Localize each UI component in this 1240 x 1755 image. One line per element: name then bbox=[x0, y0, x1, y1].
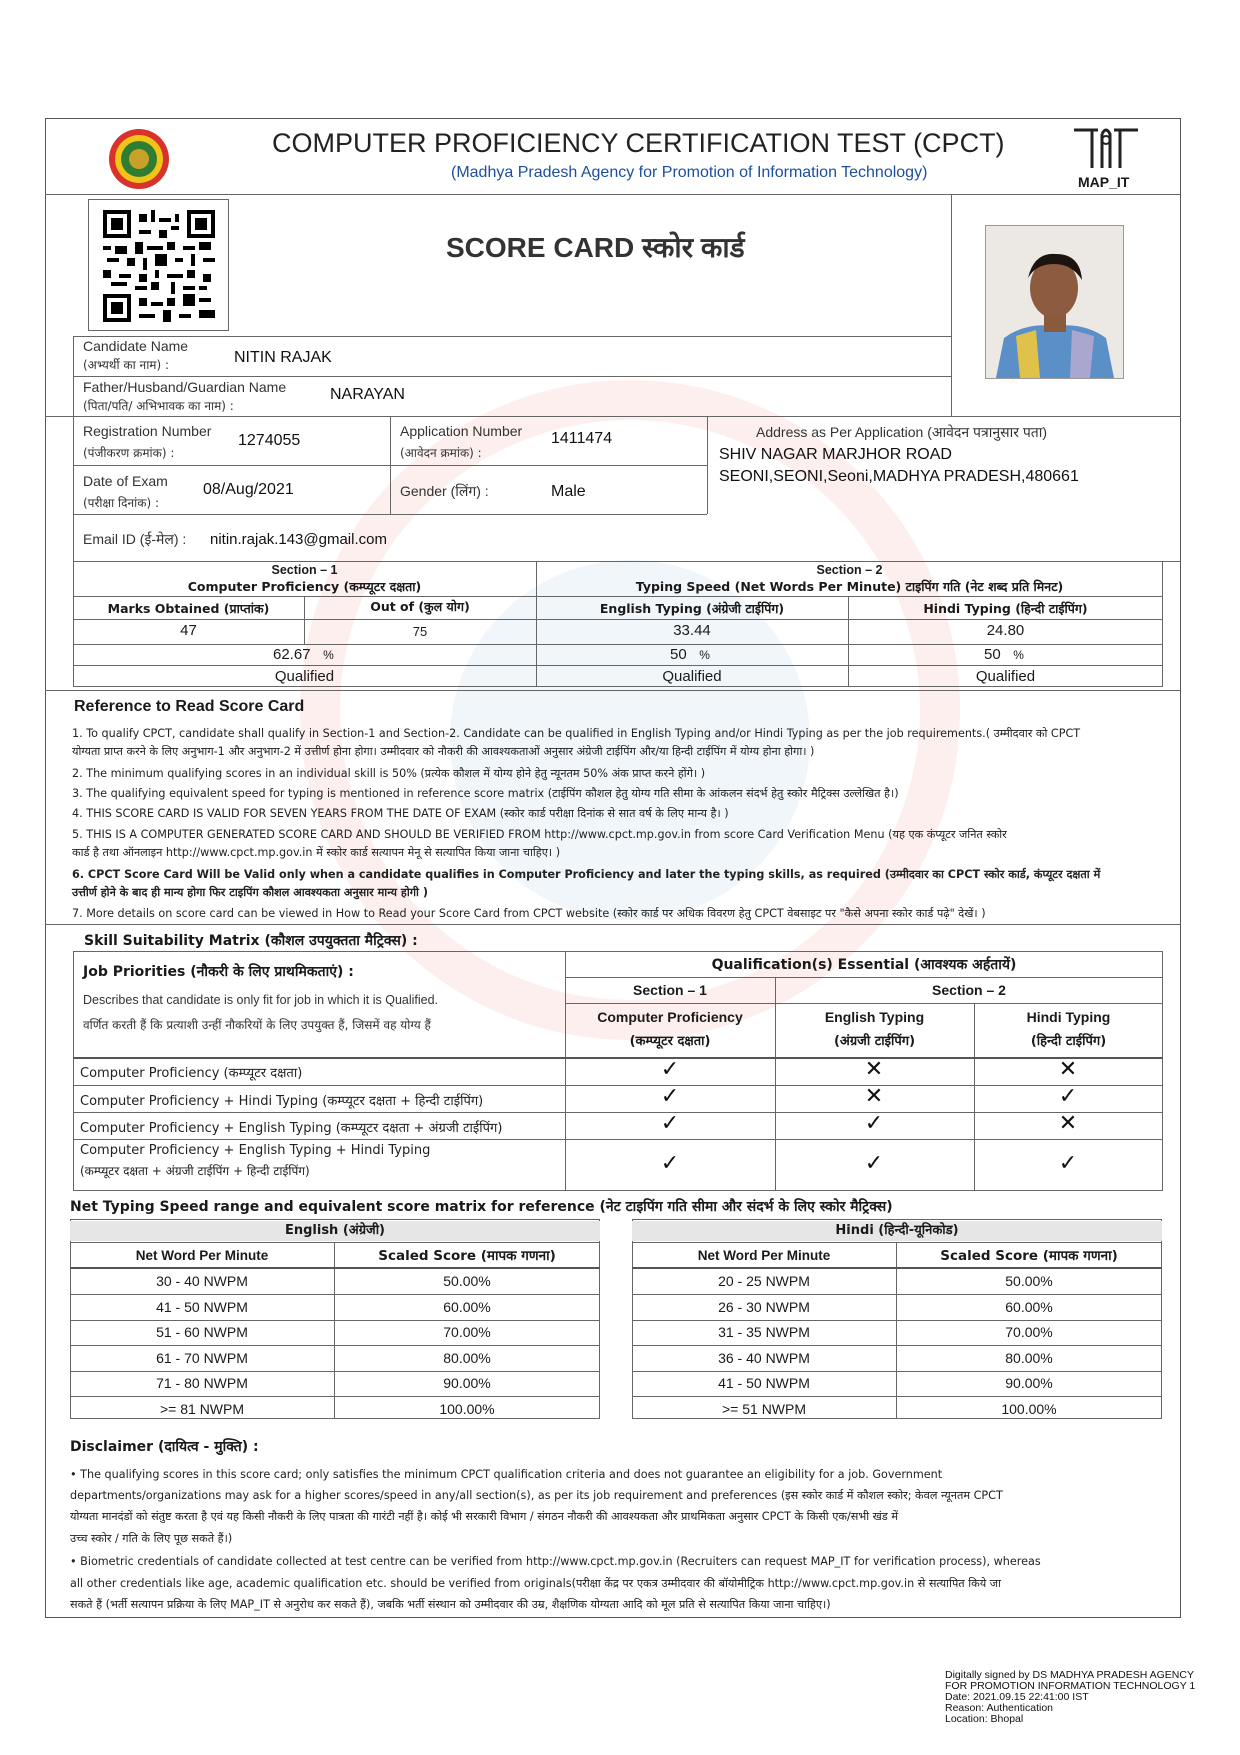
address-label: Address as Per Application (आवेदन पत्रानुसार पता) bbox=[756, 424, 1048, 440]
scaled-score: 70.00% bbox=[443, 1324, 491, 1340]
row-line bbox=[632, 1371, 1162, 1372]
scaled-score: 80.00% bbox=[443, 1349, 491, 1366]
matrix-title: Skill Suitability Matrix (कौशल उपयुक्तता मैट्रिक्स) : bbox=[84, 933, 418, 949]
matrix-col-eng-hi: (अंग्रजी टाईपिंग) bbox=[833, 1034, 916, 1049]
row-line bbox=[73, 644, 1163, 645]
check-icon: ✓ bbox=[660, 1084, 680, 1109]
disclaimer-item: all other credentials like age, academic qualification etc. should be verified from originals(परीक्षा केंद्र पर एकत्र उम्मीदवार की बॉयोमीट्रिक http://www.cpct.mp.gov.in से सत्यापित किये जा bbox=[70, 1577, 1001, 1590]
disclaimer-item: • Biometric credentials of candidate collected at test centre can be verified from http://www.cpct.mp.gov.in (Recruiters can request MAP_IT for verification process), whereas bbox=[70, 1555, 1041, 1568]
row-line bbox=[632, 1242, 1162, 1243]
row-line bbox=[73, 416, 74, 561]
wpm-header: Net Word Per Minute bbox=[135, 1248, 269, 1263]
english-speed: 33.44 bbox=[673, 622, 711, 639]
wpm-range: 20 - 25 NWPM bbox=[718, 1273, 810, 1289]
check-icon: ✓ bbox=[660, 1056, 680, 1082]
reference-title: Reference to Read Score Card bbox=[74, 698, 305, 715]
disclaimer-item: सकते हैं (भर्ती सत्यापन प्रक्रिया के लिए MAP_IT से अनुरोध कर सकते हैं), जबकि भर्ती संस्थान को उम्मीदवार की उम्र, शैक्षणिक योग्यता आदि को मूल प्रति से सत्यापित किया जाना चाहिए।) bbox=[70, 1598, 831, 1611]
section2-title: Section – 2 bbox=[816, 563, 883, 577]
english-percent-value: 50 bbox=[670, 646, 687, 663]
email: nitin.rajak.143@gmail.com bbox=[210, 531, 387, 548]
row-line bbox=[73, 1085, 1163, 1086]
reference-item: 1. To qualify CPCT, candidate shall qualify in Section-1 and Section-2. Candidate can be qualified in English Typing and/or Hindi Typing as per the job requirements.( उम्मीदवार को CPCT bbox=[72, 727, 1081, 740]
reference-item: 7. More details on score card can be viewed in How to Read your Score Card from CPCT website (स्कोर कार्ड पर अधिक विवरण हेतु CPCT वेबसाइट पर "कैसे अपना स्कोर कार्ड पढ़े" देखें। ) bbox=[72, 907, 986, 920]
row-line bbox=[73, 1057, 1163, 1059]
signature-line: Date: 2021.09.15 22:41:00 IST bbox=[945, 1691, 1089, 1703]
check-icon: ✓ bbox=[1058, 1084, 1078, 1109]
row-line bbox=[632, 1345, 1162, 1346]
app-label: Application Number bbox=[400, 423, 523, 439]
scaled-score: 70.00% bbox=[1005, 1324, 1053, 1340]
date-of-exam: 08/Aug/2021 bbox=[203, 481, 294, 498]
candidate-photo bbox=[985, 225, 1124, 379]
father-name: NARAYAN bbox=[330, 386, 405, 403]
disclaimer-item: योग्यता मानदंडों को संतुष्ट करता है एवं यह किसी नौकरी के लिए पात्रता की गारंटी नहीं है। कोई भी सरकारी विभाग / संगठन नौकरी की आवश्यकता और प्राथमिकता अनुसार CPCT के किसी एक/सभी खंड में bbox=[70, 1510, 899, 1523]
scaled-score: 50.00% bbox=[443, 1273, 491, 1289]
row-line bbox=[45, 690, 1181, 691]
qr-code-icon bbox=[103, 210, 215, 322]
row-line bbox=[565, 1003, 1163, 1004]
marks-obtained: 47 bbox=[180, 622, 197, 639]
signature-line: Digitally signed by DS MADHYA PRADESH AGENCY bbox=[945, 1669, 1194, 1681]
disclaimer-item: उच्च स्कोर / गति के लिए पूछ सकते हैं।) bbox=[70, 1532, 233, 1545]
reg-number: 1274055 bbox=[238, 432, 301, 449]
hindi-percent-value: 50 bbox=[984, 646, 1001, 663]
row-line bbox=[70, 1320, 600, 1321]
row-line bbox=[73, 376, 951, 377]
matrix-desc-en: Describes that candidate is only fit for job in which it is Qualified. bbox=[83, 993, 439, 1007]
typing-matrix-title: Net Typing Speed range and equivalent score matrix for reference (नेट टाइपिंग गति सीमा और संदर्भ के लिए स्कोर मैट्रिक्स) bbox=[70, 1199, 893, 1215]
wpm-range: 30 - 40 NWPM bbox=[156, 1273, 248, 1289]
section1-percent-value: 62.67 bbox=[273, 646, 311, 663]
qualification-header: Qualification(s) Essential (आवश्यक अर्हतायें) bbox=[711, 957, 1017, 973]
candidate-name-label-hi: (अभ्यर्थी का नाम) : bbox=[83, 358, 170, 372]
signature-line: FOR PROMOTION INFORMATION TECHNOLOGY 1 bbox=[945, 1680, 1196, 1692]
job-priorities: Job Priorities (नौकरी के लिए प्राथमिकताएं) : bbox=[83, 964, 354, 980]
out-of: 75 bbox=[412, 624, 428, 639]
mp-govt-emblem bbox=[107, 127, 171, 191]
hindi-status: Qualified bbox=[975, 668, 1036, 685]
scaled-score: 60.00% bbox=[443, 1298, 491, 1315]
scaled-score: 100.00% bbox=[1001, 1400, 1057, 1417]
disclaimer-title: Disclaimer (दायित्व - मुक्ति) : bbox=[70, 1439, 259, 1455]
map-it-label: MAP_IT bbox=[1078, 174, 1130, 190]
row-line bbox=[70, 1242, 600, 1243]
check-icon: ✓ bbox=[864, 1150, 884, 1176]
english-typing-header: English Typing (अंग्रेजी टाईपिंग) bbox=[599, 601, 785, 616]
typing-table-title: English (अंग्रेजी) bbox=[70, 1221, 600, 1241]
father-name-label: Father/Husband/Guardian Name bbox=[83, 379, 287, 395]
row-line bbox=[73, 596, 1163, 597]
wpm-range: 41 - 50 NWPM bbox=[718, 1375, 810, 1391]
section1-title: Section – 1 bbox=[271, 563, 338, 577]
check-icon: ✓ bbox=[1058, 1150, 1078, 1176]
disclaimer-item: departments/organizations may ask for a higher scores/speed in any/all section(s), as per its job requirement and preferences (इस स्कोर कार्ड में कौशल स्कोर; केवल न्यूनतम CPCT bbox=[70, 1489, 1003, 1502]
reg-label-hi: (पंजीकरण क्रमांक) : bbox=[83, 446, 175, 460]
matrix-col-eng: English Typing bbox=[824, 1009, 925, 1025]
gender-label: Gender (लिंग) : bbox=[400, 483, 489, 499]
section1-percent bbox=[273, 646, 334, 663]
percent-sign: % bbox=[1013, 648, 1024, 662]
scaled-score-header: Scaled Score (मापक गणना) bbox=[378, 1248, 556, 1264]
wpm-range: >= 81 NWPM bbox=[159, 1400, 245, 1417]
header-divider bbox=[45, 194, 1181, 195]
matrix-row-label: Computer Proficiency + English Typing (कम्प्यूटर दक्षता + अंग्रजी टाईपिंग) bbox=[80, 1121, 503, 1136]
scaled-score: 80.00% bbox=[1005, 1349, 1053, 1366]
percent-sign: % bbox=[323, 648, 334, 662]
row-line bbox=[73, 1139, 1163, 1140]
email-label: Email ID (ई-मेल) : bbox=[83, 531, 187, 547]
row-line bbox=[632, 1396, 1162, 1397]
map-it-logo bbox=[1068, 124, 1144, 192]
matrix-row-label: Computer Proficiency (कम्प्यूटर दक्षता) bbox=[80, 1066, 303, 1081]
scaled-score: 50.00% bbox=[1005, 1273, 1053, 1289]
wpm-range: 61 - 70 NWPM bbox=[156, 1349, 248, 1366]
row-line bbox=[632, 1294, 1162, 1295]
matrix-col-hin-hi: (हिन्दी टाईपिंग) bbox=[1030, 1034, 1107, 1049]
matrix-col-hin: Hindi Typing bbox=[1026, 1009, 1111, 1025]
wpm-range: 41 - 50 NWPM bbox=[156, 1298, 248, 1315]
english-status: Qualified bbox=[662, 668, 722, 685]
address-line-1: SHIV NAGAR MARJHOR ROAD bbox=[719, 446, 952, 463]
scorecard-title: SCORE CARD स्कोर कार्ड bbox=[446, 232, 745, 263]
wpm-range: 26 - 30 NWPM bbox=[718, 1298, 810, 1315]
scaled-score: 60.00% bbox=[1005, 1298, 1053, 1315]
reference-item: 5. THIS IS A COMPUTER GENERATED SCORE CARD AND SHOULD BE VERIFIED FROM http://www.cpct.mp.gov.in from score Card Verification Menu (यह एक कंप्यूटर जनित स्कोर bbox=[72, 828, 1007, 841]
reg-label: Registration Number bbox=[83, 423, 212, 439]
reference-item: 3. The qualifying equivalent speed for typing is mentioned in reference score matrix (टाईपिंग कौशल हेतु योग्य गति सीमा के आंकलन संदर्भ हेतु स्कोर मैट्रिक्स उल्लेखित है।) bbox=[72, 787, 899, 800]
photo-divider bbox=[951, 194, 952, 416]
header-subtitle: (Madhya Pradesh Agency for Promotion of Information Technology) bbox=[451, 164, 928, 181]
scaled-score: 90.00% bbox=[443, 1375, 491, 1391]
check-icon: ✓ bbox=[660, 1150, 680, 1176]
scaled-score: 90.00% bbox=[1005, 1375, 1053, 1391]
signature-line: Location: Bhopal bbox=[945, 1713, 1024, 1725]
row-line bbox=[73, 619, 1163, 620]
wpm-range: >= 51 NWPM bbox=[721, 1400, 807, 1417]
reference-item: 4. THIS SCORE CARD IS VALID FOR SEVEN YEARS FROM THE DATE OF EXAM (स्कोर कार्ड परीक्षा दिनांक से सात वर्ष के लिए मान्य है। ) bbox=[72, 807, 729, 820]
address-line-2: SEONI,SEONI,Seoni,MADHYA PRADESH,480661 bbox=[719, 468, 1079, 485]
reference-item: 2. The minimum qualifying scores in an individual skill is 50% (प्रत्येक कौशल में योग्य होने हेतु न्यूनतम 50% अंक प्राप्त करने होंगे। ) bbox=[72, 767, 706, 780]
row-line bbox=[632, 1267, 1162, 1269]
hindi-percent bbox=[984, 646, 1024, 663]
section2-subtitle: Typing Speed (Net Words Per Minute) टाइपिंग गति (नेट शब्द प्रति मिनट) bbox=[635, 579, 1064, 594]
matrix-section1: Section – 1 bbox=[633, 982, 707, 998]
doe-label: Date of Exam bbox=[83, 473, 168, 489]
marks-obtained-header: Marks Obtained (प्राप्तांक) bbox=[107, 601, 270, 616]
reference-item: 6. CPCT Score Card Will be Valid only when a candidate qualifies in Computer Proficiency and later the typing skills, as required (उम्मीदवार का CPCT स्कोर कार्ड, कंप्यूटर दक्षता में bbox=[72, 868, 1101, 881]
cross-icon: ✕ bbox=[864, 1056, 884, 1082]
row-line bbox=[73, 465, 707, 466]
section1-status: Qualified bbox=[274, 668, 335, 685]
row-line bbox=[70, 1294, 600, 1295]
hindi-typing-header: Hindi Typing (हिन्दी टाईपिंग) bbox=[923, 601, 1088, 616]
wpm-header: Net Word Per Minute bbox=[697, 1248, 831, 1263]
row-line bbox=[73, 1112, 1163, 1113]
reference-item: कार्ड है तथा ऑनलाइन http://www.cpct.mp.gov.in में स्कोर कार्ड सत्यापन मेनू से सत्यापित किया जाना चाहिए। ) bbox=[72, 846, 561, 859]
gender: Male bbox=[551, 483, 586, 500]
candidate-name-label: Candidate Name bbox=[83, 338, 189, 354]
reference-item: योग्यता प्राप्त करने के लिए अनुभाग-1 और अनुभाग-2 में उत्तीर्ण होना होगा। उम्मीदवार को नौकरी की आवश्यकताओं अनुसार अंग्रेजी टाईपिंग और/या हिन्दी टाईपिंग में योग्य होना होगा। ) bbox=[72, 745, 815, 758]
qr-code-box bbox=[88, 199, 229, 331]
matrix-desc-hi: वर्णित करती हैं कि प्रत्याशी उन्हीं नौकरियों के लिए उपयुक्त हैं, जिसमें वह योग्य हैं bbox=[83, 1018, 431, 1032]
wpm-range: 36 - 40 NWPM bbox=[718, 1349, 810, 1366]
app-number: 1411474 bbox=[551, 430, 613, 447]
row-line bbox=[70, 1345, 600, 1346]
hindi-speed: 24.80 bbox=[986, 622, 1025, 639]
matrix-row-label-hi: (कम्प्यूटर दक्षता + अंग्रजी टाईपिंग + हिन्दी टाईपिंग) bbox=[80, 1164, 310, 1178]
matrix-col-cp-hi: (कम्प्यूटर दक्षता) bbox=[629, 1034, 711, 1049]
row-line bbox=[45, 416, 1181, 417]
wpm-range: 51 - 60 NWPM bbox=[156, 1324, 248, 1340]
out-of-header: Out of (कुल योग) bbox=[370, 599, 470, 614]
candidate-name: NITIN RAJAK bbox=[234, 349, 332, 366]
percent-sign: % bbox=[699, 648, 710, 662]
disclaimer-item: • The qualifying scores in this score card; only satisfies the minimum CPCT qualification criteria and does not guarantee an eligibility for a job. Government bbox=[70, 1468, 943, 1481]
doe-label-hi: (परीक्षा दिनांक) : bbox=[83, 496, 160, 510]
check-icon: ✓ bbox=[660, 1111, 680, 1136]
cross-icon: ✕ bbox=[864, 1084, 884, 1109]
row-line bbox=[70, 1371, 600, 1372]
scaled-score: 100.00% bbox=[439, 1400, 495, 1417]
row-line bbox=[70, 1267, 600, 1269]
matrix-row-label: Computer Proficiency + English Typing + Hindi Typing bbox=[80, 1143, 431, 1158]
check-icon: ✓ bbox=[864, 1111, 884, 1136]
row-line bbox=[565, 977, 1163, 978]
section1-subtitle: Computer Proficiency (कम्प्यूटर दक्षता) bbox=[187, 579, 422, 594]
app-label-hi: (आवेदन क्रमांक) : bbox=[400, 446, 482, 460]
matrix-row-label: Computer Proficiency + Hindi Typing (कम्प्यूटर दक्षता + हिन्दी टाईपिंग) bbox=[80, 1094, 484, 1109]
english-percent bbox=[670, 646, 710, 663]
wpm-range: 31 - 35 NWPM bbox=[718, 1324, 810, 1340]
row-line bbox=[707, 416, 708, 514]
father-name-label-hi: (पिता/पति/ अभिभावक का नाम) : bbox=[83, 399, 234, 413]
header-title: COMPUTER PROFICIENCY CERTIFICATION TEST (CPCT) bbox=[272, 128, 1005, 158]
row-line bbox=[632, 1320, 1162, 1321]
wpm-range: 71 - 80 NWPM bbox=[156, 1375, 248, 1391]
cross-icon: ✕ bbox=[1058, 1111, 1078, 1136]
row-line bbox=[73, 665, 1163, 666]
cross-icon: ✕ bbox=[1058, 1056, 1078, 1082]
signature-line: Reason: Authentication bbox=[945, 1702, 1053, 1714]
row-line bbox=[70, 1396, 600, 1397]
reference-item: उत्तीर्ण होने के बाद ही मान्य होगा फिर टाइपिंग कौशल आवश्यकता अनुसार मान्य होगी ) bbox=[72, 886, 428, 899]
row-line bbox=[73, 336, 951, 337]
row-line bbox=[73, 514, 707, 515]
matrix-section2: Section – 2 bbox=[932, 982, 1006, 998]
typing-table-title: Hindi (हिन्दी-यूनिकोड) bbox=[632, 1221, 1162, 1241]
matrix-col-cp: Computer Proficiency bbox=[597, 1009, 743, 1025]
row-line bbox=[45, 924, 1181, 925]
scaled-score-header: Scaled Score (मापक गणना) bbox=[940, 1248, 1118, 1264]
